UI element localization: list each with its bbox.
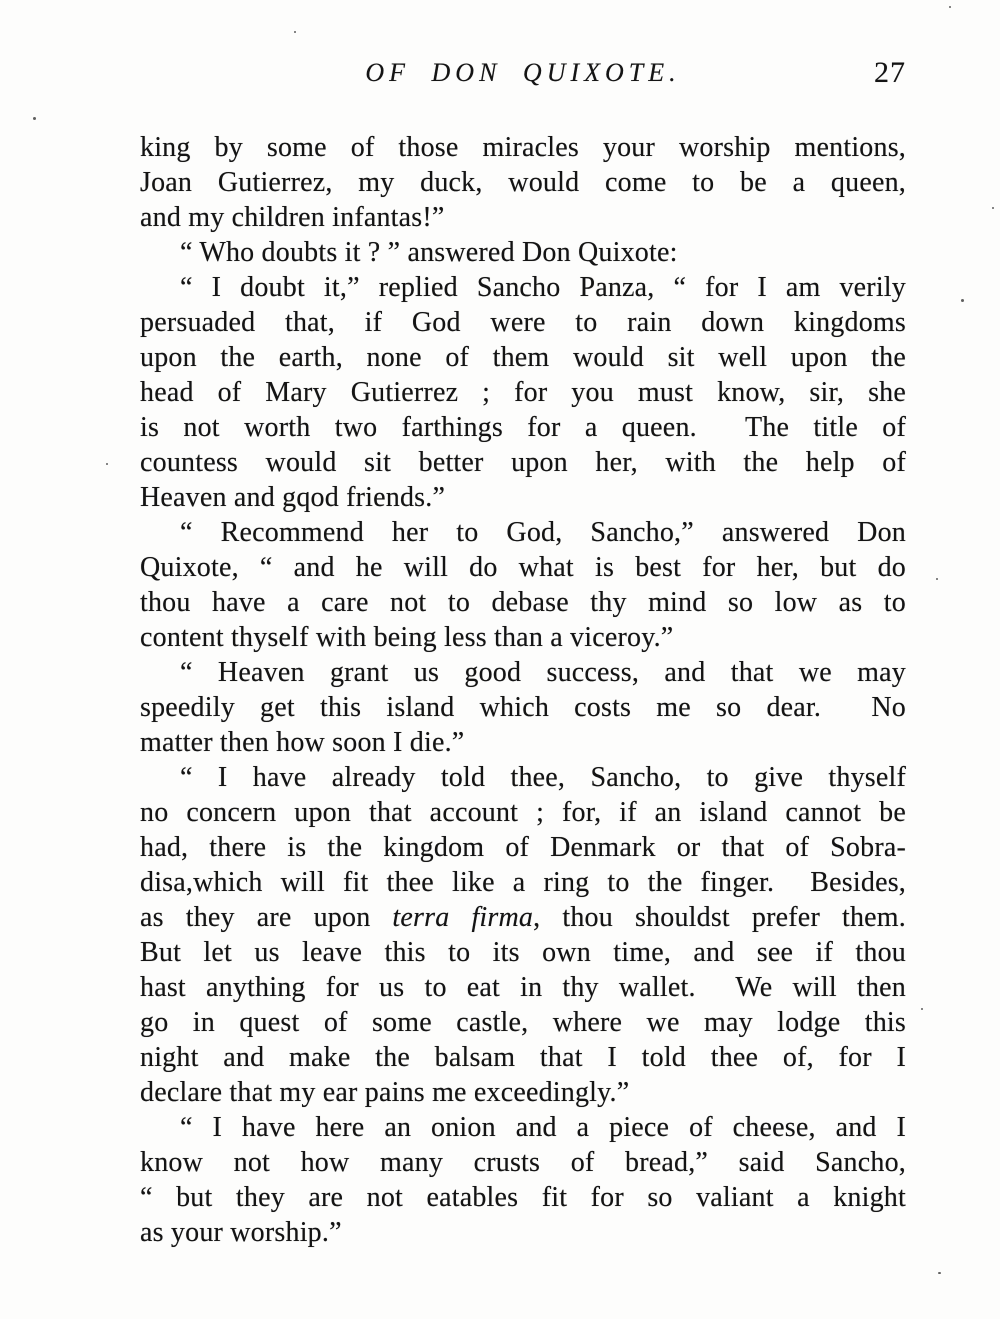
text-line: Heaven and gqod friends.” (140, 482, 446, 513)
text-line: “ I have here an onion and a piece of cheese, and I (180, 1112, 906, 1143)
paragraph (140, 655, 906, 760)
text-line: “ but they are not eatables fit for so valiant a knight (140, 1182, 906, 1213)
page-number: 27 (874, 56, 906, 89)
paragraph (140, 130, 906, 235)
ink-speck (961, 299, 964, 302)
text-line: Joan Gutierrez, my duck, would come to be a queen, (140, 167, 906, 198)
text-line: and my children infantas!” (140, 202, 445, 233)
page-header (140, 58, 906, 98)
text-line: is not worth two farthings for a queen. The title of (140, 412, 906, 443)
body-text (140, 130, 906, 1250)
ink-speck (294, 31, 296, 33)
text-line: speedily get this island which costs me so dear. No (140, 692, 906, 723)
text-line: “ Heaven grant us good success, and that we may (180, 657, 906, 688)
text-line: head of Mary Gutierrez ; for you must know, sir, she (140, 377, 906, 408)
text-line: thou have a care not to debase thy mind so low as to (140, 587, 906, 618)
text-line: upon the earth, none of them would sit well upon the (140, 342, 906, 373)
text-line: “ Who doubts it ? ” answered Don Quixote: (180, 237, 678, 268)
text-line: hast anything for us to eat in thy wallet. We will then (140, 972, 906, 1003)
italic-phrase: terra firma (392, 902, 534, 933)
ink-speck (938, 1272, 941, 1274)
paragraph (140, 235, 906, 270)
text-line: disa,which will fit thee like a ring to the finger. Besides, (140, 867, 906, 898)
paragraph (140, 270, 906, 515)
ink-speck (921, 1008, 923, 1010)
text-line: had, there is the kingdom of Denmark or that of Sobra- (140, 832, 906, 863)
paragraph (140, 760, 906, 1110)
ink-speck (949, 6, 951, 8)
text-line: night and make the balsam that I told thee of, for I (140, 1042, 906, 1073)
text-line: as your worship.” (140, 1217, 342, 1248)
text-line: countess would sit better upon her, with the help of (140, 447, 906, 478)
text-line: “ I doubt it,” replied Sancho Panza, “ for I am verily (180, 272, 906, 303)
text-line: “ I have already told thee, Sancho, to give thyself (180, 762, 906, 793)
text-line: matter then how soon I die.” (140, 727, 465, 758)
ink-speck (33, 117, 36, 120)
text-line: no concern upon that account ; for, if an island cannot be (140, 797, 906, 828)
text-line: “ Recommend her to God, Sancho,” answered Don (180, 517, 906, 548)
ink-speck (992, 207, 994, 209)
paragraph (140, 515, 906, 655)
text-line: know not how many crusts of bread,” said Sancho, (140, 1147, 906, 1178)
text-segment: as they are upon (140, 902, 393, 933)
running-title: OF DON QUIXOTE. (365, 58, 681, 87)
text-line: But let us leave this to its own time, and see if thou (140, 937, 906, 968)
text-line: Quixote, “ and he will do what is best for her, but do (140, 552, 906, 583)
ink-speck (106, 463, 108, 465)
text-line: declare that my ear pains me exceedingly.” (140, 1077, 630, 1108)
text-line-with-italic (140, 900, 906, 935)
text-line: go in quest of some castle, where we may lodge this (140, 1007, 906, 1038)
text-segment: , thou shouldst prefer them. (533, 902, 906, 933)
paragraph (140, 1110, 906, 1250)
text-line: king by some of those miracles your worship mentions, (140, 132, 906, 163)
ink-speck (936, 578, 938, 580)
text-line: content thyself with being less than a viceroy.” (140, 622, 674, 653)
text-line: persuaded that, if God were to rain down kingdoms (140, 307, 906, 338)
